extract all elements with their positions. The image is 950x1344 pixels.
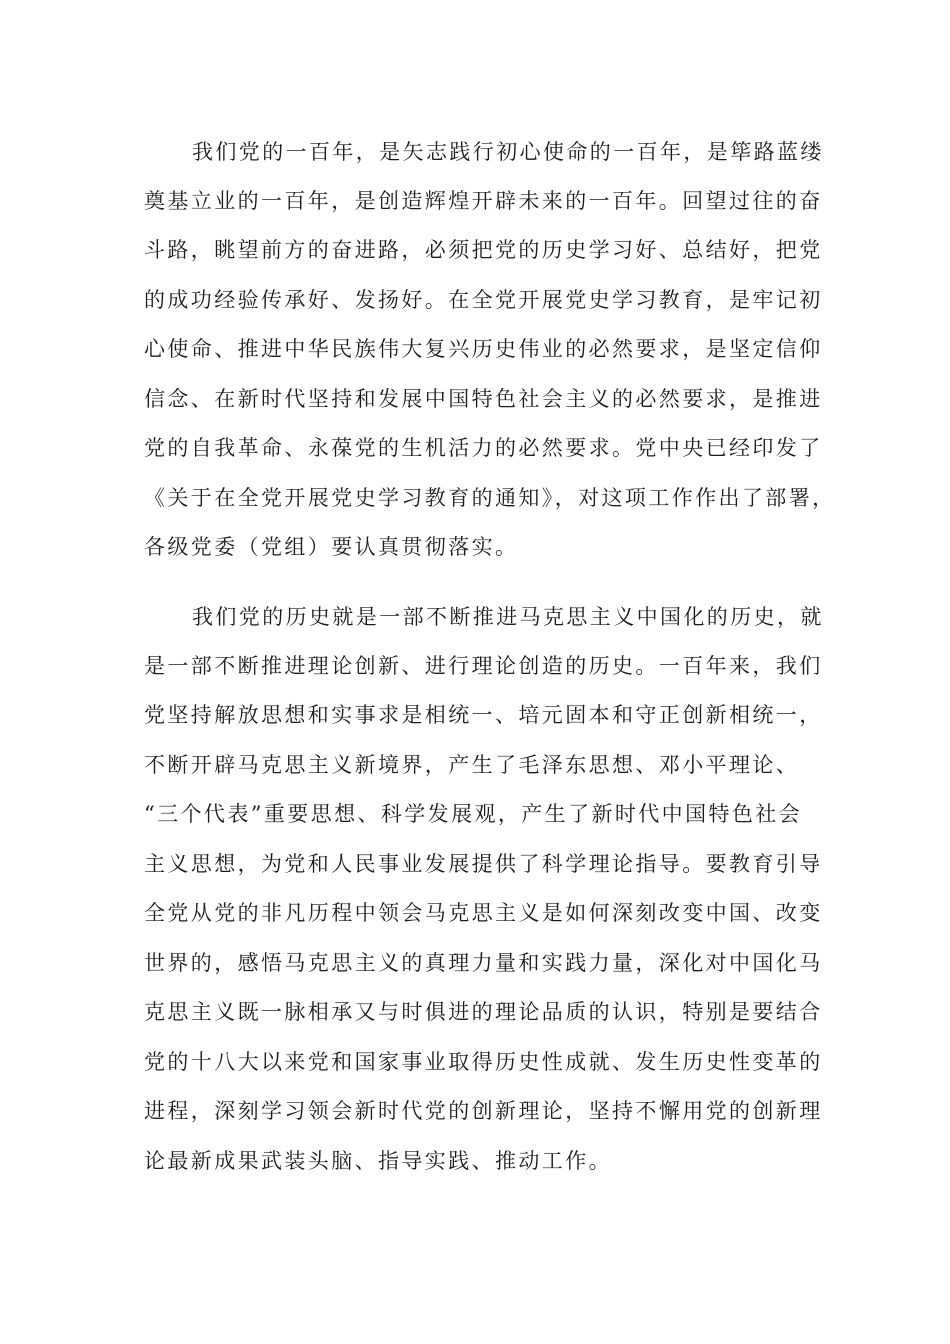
paragraph-line: 论最新成果武装头脑、指导实践、推动工作。 [144, 1149, 612, 1173]
paragraph-line: 党的自我革命、永葆党的生机活力的必然要求。党中央已经印发了 [144, 436, 823, 460]
paragraph-line: 心使命、推进中华民族伟大复兴历史伟业的必然要求，是坚定信仰 [144, 337, 823, 361]
paragraph-line: 我们党的历史就是一部不断推进马克思主义中国化的历史，就 [192, 605, 824, 629]
paragraph-line: 是一部不断推进理论创新、进行理论创造的历史。一百年来，我们 [144, 654, 823, 678]
paragraph-line: 《关于在全党开展党史学习教育的通知》，对这项工作作出了部署， [144, 486, 836, 510]
paragraph-line: “三个代表”重要思想、科学发展观，产生了新时代中国特色社会 [144, 802, 803, 826]
paragraph-line: 进程，深刻学习领会新时代党的创新理论，坚持不懈用党的创新理 [144, 1099, 823, 1123]
paragraph-line: 党坚持解放思想和实事求是相统一、培元固本和守正创新相统一， [144, 703, 823, 727]
paragraph-line: 主义思想，为党和人民事业发展提供了科学理论指导。要教育引导 [144, 852, 823, 876]
paragraph-line: 不断开辟马克思主义新境界，产生了毛泽东思想、邓小平理论、 [144, 753, 800, 777]
paragraph-line: 的成功经验传承好、发扬好。在全党开展党史学习教育，是牢记初 [144, 288, 823, 312]
paragraph-line: 我们党的一百年，是矢志践行初心使命的一百年，是筚路蓝缕 [192, 140, 824, 164]
paragraph-line: 信念、在新时代坚持和发展中国特色社会主义的必然要求，是推进 [144, 387, 823, 411]
paragraph-line: 党的十八大以来党和国家事业取得历史性成就、发生历史性变革的 [144, 1050, 823, 1074]
paragraph-line: 奠基立业的一百年，是创造辉煌开辟未来的一百年。回望过往的奋 [144, 189, 823, 213]
paragraph-line: 世界的，感悟马克思主义的真理力量和实践力量，深化对中国化马 [144, 951, 823, 975]
paragraph-line: 全党从党的非凡历程中领会马克思主义是如何深刻改变中国、改变 [144, 901, 823, 925]
paragraph-line: 斗路，眺望前方的奋进路，必须把党的历史学习好、总结好，把党 [144, 238, 823, 262]
paragraph-line: 克思主义既一脉相承又与时俱进的理论品质的认识，特别是要结合 [144, 1000, 823, 1024]
paragraph-line: 各级党委（党组）要认真贯彻落实。 [144, 535, 519, 559]
